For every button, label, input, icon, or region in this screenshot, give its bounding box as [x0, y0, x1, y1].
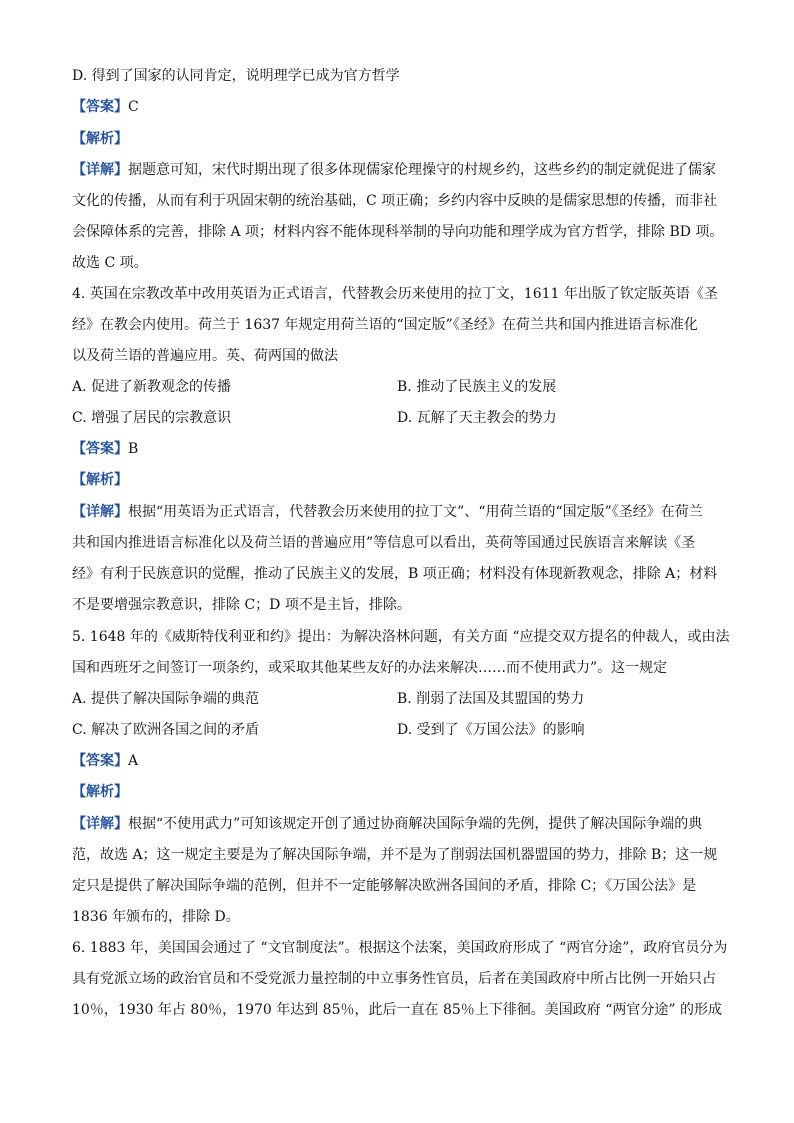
q4-detail-line-1	[72, 502, 722, 522]
q5-detail-line-3: 定只是提供了解决国际争端的范例，但并不一定能够解决欧洲各国间的矛盾，排除 C；《万国公法》是	[72, 878, 697, 894]
q3-detail-tag: 【详解】	[72, 162, 128, 178]
q3-detail-text-1: 据题意可知，宋代时期出现了很多体现儒家伦理操守的村规乡约，这些乡约的制定就促进了儒家	[128, 162, 716, 178]
q3-detail-line-3: 会保障体系的完善，排除 A 项；材料内容不能体现科举制的导向功能和理学成为官方哲学，排除 BD 项。	[72, 224, 724, 240]
q3-detail-line-1	[72, 160, 722, 180]
q4-detail-line-2: 共和国内推进语言标准化以及荷兰语的普遍应用”等信息可以看出，英荷等国通过民族语言来解读《圣	[72, 535, 696, 551]
q5-answer	[72, 751, 722, 771]
q3-option-d: D. 得到了国家的认同肯定，说明理学已成为官方哲学	[72, 68, 400, 84]
q6-stem-line-2: 具有党派立场的政治官员和不受党派力量控制的中立事务性官员，后者在美国政府中所占比例一开始只占	[72, 971, 716, 987]
q5-option-c: C. 解决了欧洲各国之间的矛盾	[72, 722, 260, 738]
q4-answer	[72, 439, 722, 459]
q3-analysis-tag: 【解析】	[72, 131, 128, 147]
q5-stem-line-1: 5. 1648 年的《威斯特伐利亚和约》提出：为解决洛林问题，有关方面 “应提交双方提名的仲裁人，或由法	[72, 629, 730, 645]
q4-option-d: D. 瓦解了天主教会的势力	[397, 410, 557, 426]
q3-analysis-heading	[72, 129, 722, 149]
q5-detail-text-1: 根据“不使用武力”可知该规定开创了通过协商解决国际争端的先例，提供了解决国际争端的典	[128, 816, 703, 832]
q5-analysis-heading	[72, 782, 722, 802]
q3-answer-value: C	[128, 99, 139, 115]
q5-detail-line-2: 范，故选 A；这一规定主要是为了解决国际争端，并不是为了削弱法国机器盟国的势力，排除 B；这一规	[72, 847, 718, 863]
q5-analysis-tag: 【解析】	[72, 784, 128, 800]
q5-answer-value: A	[128, 753, 139, 769]
q4-analysis-tag: 【解析】	[72, 472, 128, 488]
q3-answer	[72, 97, 722, 117]
q4-answer-value: B	[128, 441, 139, 457]
q4-stem-line-1: 4. 英国在宗教改革中改用英语为正式语言，代替教会历来使用的拉丁文，1611 年出版了钦定版英语《圣	[72, 286, 718, 302]
q5-detail-line-4: 1836 年颁布的，排除 D。	[72, 909, 240, 925]
q4-answer-tag: 【答案】	[72, 441, 128, 457]
q5-stem-line-2: 国和西班牙之间签订一项条约，或采取其他某些友好的办法来解决……而不使用武力”。这一规定	[72, 660, 668, 676]
q5-option-d: D. 受到了《万国公法》的影响	[397, 722, 585, 738]
q3-detail-line-2: 文化的传播，从而有利于巩固宋朝的统治基础，C 项正确；乡约内容中反映的是儒家思想的传播，而非社	[72, 193, 718, 209]
q4-analysis-heading	[72, 470, 722, 490]
q4-detail-line-3: 经》有利于民族意识的觉醒，推动了民族主义的发展，B 项正确；材料没有体现新教观念，排除 A；材料	[72, 566, 718, 582]
q4-stem-line-3: 以及荷兰语的普遍应用。英、荷两国的做法	[72, 348, 338, 364]
q4-detail-text-1: 根据“用英语为正式语言，代替教会历来使用的拉丁文”、“用荷兰语的“国定版”《圣经》在荷兰	[128, 504, 703, 520]
q6-stem-line-3: 10％，1930 年占 80％，1970 年达到 85％，此后一直在 85％上下徘徊。美国政府 “两官分途” 的形成	[72, 1002, 722, 1018]
q5-answer-tag: 【答案】	[72, 753, 128, 769]
q4-detail-tag: 【详解】	[72, 504, 128, 520]
q5-detail-tag: 【详解】	[72, 816, 128, 832]
q5-option-a: A. 提供了解决国际争端的典范	[72, 691, 260, 707]
q4-option-a: A. 促进了新教观念的传播	[72, 379, 232, 395]
q4-option-b: B. 推动了民族主义的发展	[397, 379, 557, 395]
q5-detail-line-1	[72, 814, 722, 834]
q4-stem-line-2: 经》在教会内使用。荷兰于 1637 年规定用荷兰语的“国定版”《圣经》在荷兰共和国内推进语言标准化	[72, 317, 698, 333]
q3-answer-tag: 【答案】	[72, 99, 128, 115]
q6-stem-line-1: 6. 1883 年，美国国会通过了 “文官制度法”。根据这个法案，美国政府形成了 “两官分途”，政府官员分为	[72, 940, 728, 956]
q3-detail-line-4: 故选 C 项。	[72, 255, 148, 271]
q4-option-c: C. 增强了居民的宗教意识	[72, 410, 232, 426]
q4-detail-line-4: 不是要增强宗教意识，排除 C；D 项不是主旨，排除。	[72, 597, 411, 613]
q5-option-b: B. 削弱了法国及其盟国的势力	[397, 691, 585, 707]
